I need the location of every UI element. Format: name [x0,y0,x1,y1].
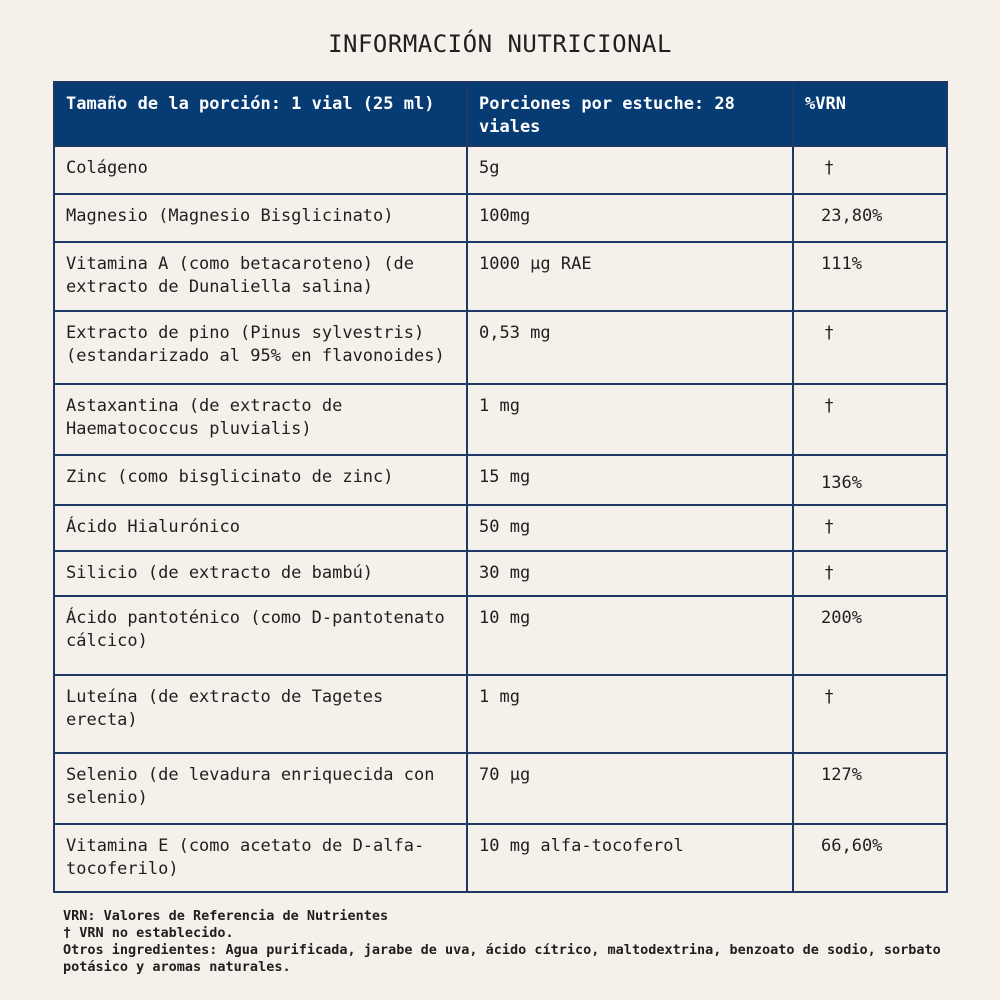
table-row [54,455,947,505]
nutrient-name: Ácido Hialurónico [54,505,467,551]
table-row [54,311,947,384]
table-row [54,753,947,824]
table-row [54,505,947,551]
footnotes [63,908,949,976]
nutrient-vrn: 66,60% [793,824,947,892]
nutrient-vrn: † [793,384,947,455]
nutrient-vrn: † [793,551,947,596]
nutrient-amount: 1000 µg RAE [467,242,793,311]
nutrient-amount: 50 mg [467,505,793,551]
nutrient-name: Selenio (de levadura enriquecida con selenio) [54,753,467,824]
nutrient-name: Astaxantina (de extracto de Haematococcus pluvialis) [54,384,467,455]
table-header-row [54,82,947,146]
nutrient-vrn: 127% [793,753,947,824]
nutrient-name: Colágeno [54,146,467,194]
nutrient-name: Magnesio (Magnesio Bisglicinato) [54,194,467,242]
nutrient-name: Vitamina E (como acetato de D-alfa-tocoferilo) [54,824,467,892]
header-serving-size: Tamaño de la porción: 1 vial (25 ml) [54,82,467,146]
nutrient-vrn: † [793,146,947,194]
nutrient-amount: 10 mg alfa-tocoferol [467,824,793,892]
nutrient-vrn: 23,80% [793,194,947,242]
nutrient-name: Extracto de pino (Pinus sylvestris) (estandarizado al 95% en flavonoides) [54,311,467,384]
footnote-vrn-definition: VRN: Valores de Referencia de Nutrientes [63,908,389,924]
table-row [54,551,947,596]
nutrient-amount: 70 µg [467,753,793,824]
nutrient-name: Ácido pantoténico (como D-pantotenato cálcico) [54,596,467,675]
nutrient-amount: 10 mg [467,596,793,675]
nutrition-table [53,81,948,893]
nutrient-amount: 15 mg [467,455,793,505]
nutrient-amount: 0,53 mg [467,311,793,384]
footnote-dagger: † VRN no establecido. [63,925,234,941]
nutrient-vrn: 200% [793,596,947,675]
nutrient-name: Vitamina A (como betacaroteno) (de extracto de Dunaliella salina) [54,242,467,311]
footnote-other-ingredients: Otros ingredientes: Agua purificada, jarabe de uva, ácido cítrico, maltodextrina, benzoato de sodio, sorbato potásico y aromas naturales. [63,942,949,975]
table-row [54,146,947,194]
page-title: INFORMACIÓN NUTRICIONAL [328,30,672,58]
table-row [54,824,947,892]
header-vrn: %VRN [793,82,947,146]
header-servings-per-box: Porciones por estuche: 28 viales [467,82,793,146]
nutrient-amount: 1 mg [467,675,793,753]
nutrient-vrn: † [793,311,947,384]
nutrient-amount: 30 mg [467,551,793,596]
table-row [54,242,947,311]
table-row [54,675,947,753]
nutrient-amount: 100mg [467,194,793,242]
nutrient-name: Silicio (de extracto de bambú) [54,551,467,596]
nutrient-amount: 5g [467,146,793,194]
nutrient-vrn: 111% [793,242,947,311]
nutrient-amount: 1 mg [467,384,793,455]
nutrient-name: Zinc (como bisglicinato de zinc) [54,455,467,505]
nutrient-name: Luteína (de extracto de Tagetes erecta) [54,675,467,753]
table-row [54,384,947,455]
nutrient-vrn: † [793,675,947,753]
nutrient-vrn: † [793,505,947,551]
nutrient-vrn: 136% [793,455,947,505]
table-row [54,194,947,242]
table-row [54,596,947,675]
